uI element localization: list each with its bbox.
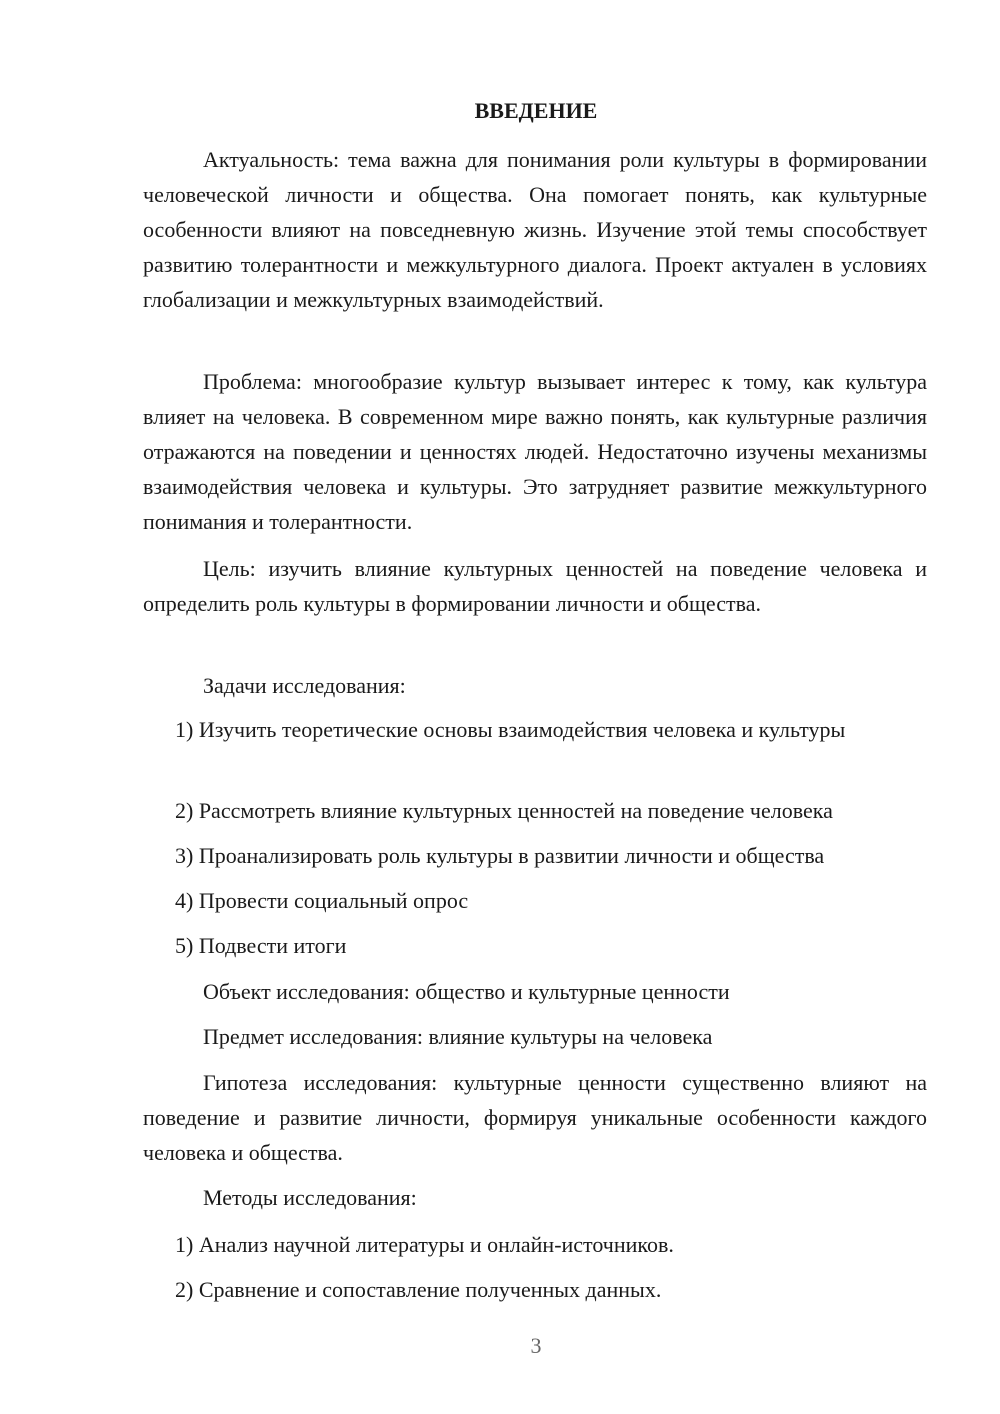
relevance-paragraph: Актуальность: тема важна для понимания роли культуры в формировании человеческой личности и общества. Она помогает понять, как культурные особенности влияют на повседневную жизнь. Изучение этой темы способствует развитию толерантности и межкультурного диалога. Проект актуален в условиях глобализации и межкультурных взаимодействий. xyxy=(143,147,927,312)
task-item-5: 5) Подвести итоги xyxy=(175,933,347,958)
page-number: 3 xyxy=(530,1333,542,1358)
goal-paragraph: Цель: изучить влияние культурных ценностей на поведение человека и определить роль культуры в формировании личности и общества. xyxy=(143,556,927,616)
task-item-3: 3) Проанализировать роль культуры в развитии личности и общества xyxy=(175,843,825,868)
task-item-1: 1) Изучить теоретические основы взаимодействия человека и культуры xyxy=(175,717,846,742)
object-line: Объект исследования: общество и культурные ценности xyxy=(203,979,730,1004)
task-item-2: 2) Рассмотреть влияние культурных ценностей на поведение человека xyxy=(175,798,833,823)
tasks-heading: Задачи исследования: xyxy=(203,673,406,698)
problem-paragraph: Проблема: многообразие культур вызывает интерес к тому, как культура влияет на человека. В современном мире важно понять, как культурные различия отражаются на поведении и ценностях людей. Недостаточно изучены механизмы взаимодействия человека и культуры. Это затрудняет развитие межкультурного понимания и толерантности. xyxy=(143,369,927,534)
method-item-2: 2) Сравнение и сопоставление полученных данных. xyxy=(175,1277,662,1302)
methods-heading: Методы исследования: xyxy=(203,1185,417,1210)
hypothesis-paragraph: Гипотеза исследования: культурные ценности существенно влияют на поведение и развитие личности, формируя уникальные особенности каждого человека и общества. xyxy=(143,1070,927,1165)
subject-line: Предмет исследования: влияние культуры на человека xyxy=(203,1024,713,1049)
method-item-1: 1) Анализ научной литературы и онлайн-источников. xyxy=(175,1232,674,1257)
task-item-4: 4) Провести социальный опрос xyxy=(175,888,469,913)
page-title: ВВЕДЕНИЕ xyxy=(474,98,598,123)
